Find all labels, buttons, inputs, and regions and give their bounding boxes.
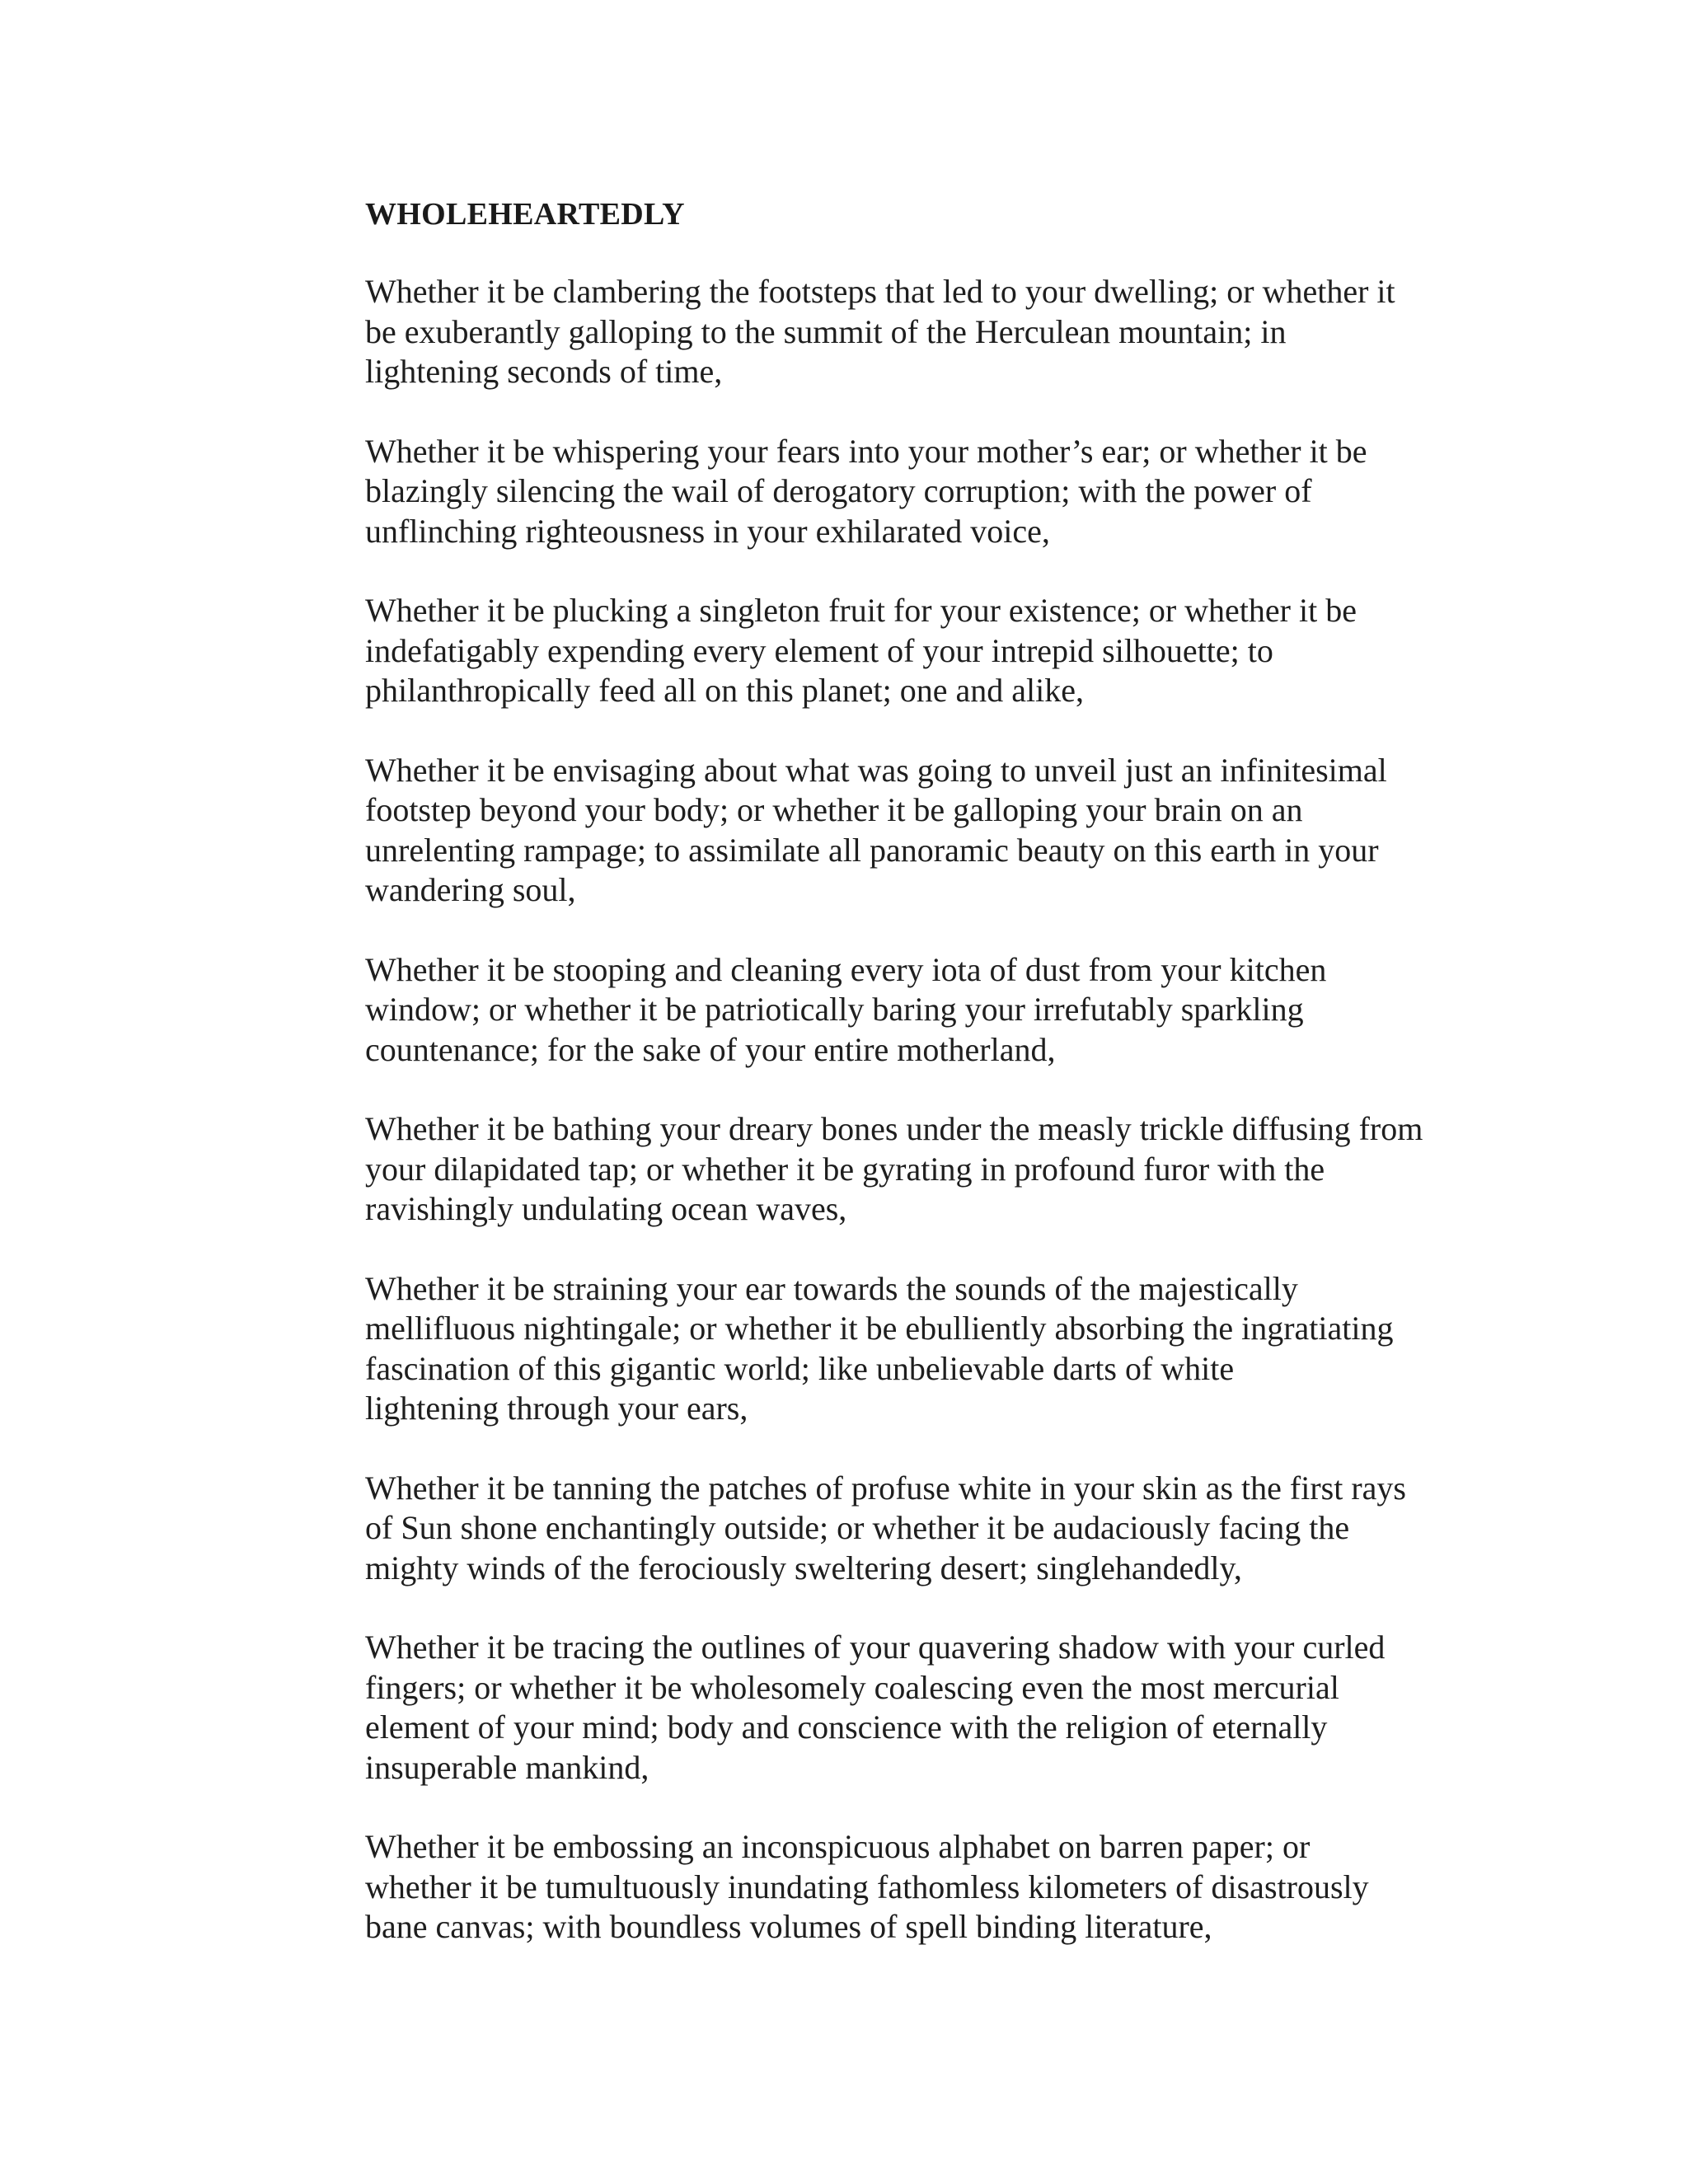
poem-line: be exuberantly galloping to the summit of the Herculean mountain; in <box>365 312 1287 350</box>
poem-line: Whether it be clambering the footsteps that led to your dwelling; or whether it <box>365 273 1395 310</box>
poem-line: lightening through your ears, <box>365 1390 748 1427</box>
poem-line: Whether it be plucking a singleton fruit for your existence; or whether it be <box>365 592 1357 629</box>
poem-line: philanthropically feed all on this planet; one and alike, <box>365 672 1084 709</box>
stanza <box>365 591 1536 711</box>
document-page <box>365 194 1536 1987</box>
poem-line: lightening seconds of time, <box>365 353 723 390</box>
poem-line: Whether it be bathing your dreary bones under the measly trickle diffusing from <box>365 1110 1423 1147</box>
poem-line: mighty winds of the ferociously sweltering desert; singlehandedly, <box>365 1549 1242 1586</box>
poem-line: indefatigably expending every element of your intrepid silhouette; to <box>365 631 1273 669</box>
poem-line: unflinching righteousness in your exhilarated voice, <box>365 512 1050 550</box>
poem-line: mellifluous nightingale; or whether it be ebulliently absorbing the ingratiating <box>365 1310 1394 1347</box>
poem-line: bane canvas; with boundless volumes of spell binding literature, <box>365 1908 1212 1945</box>
poem-line: Whether it be tracing the outlines of your quavering shadow with your curled <box>365 1629 1386 1666</box>
poem-line: fingers; or whether it be wholesomely coalescing even the most mercurial <box>365 1668 1339 1706</box>
poem-line: footstep beyond your body; or whether it be galloping your brain on an <box>365 791 1303 828</box>
poem-line: wandering soul, <box>365 871 576 908</box>
poem-line: unrelenting rampage; to assimilate all panoramic beauty on this earth in your <box>365 831 1379 869</box>
poem-line: your dilapidated tap; or whether it be gyrating in profound furor with the <box>365 1150 1325 1188</box>
poem-title: WHOLEHEARTEDLY <box>365 197 685 232</box>
poem-line: ravishingly undulating ocean waves, <box>365 1190 847 1227</box>
poem-line: Whether it be tanning the patches of profuse white in your skin as the first rays <box>365 1469 1406 1507</box>
stanza <box>365 1628 1536 1788</box>
poem-line: element of your mind; body and conscience with the religion of eternally <box>365 1708 1328 1746</box>
stanza <box>365 751 1536 911</box>
poem-line: Whether it be envisaging about what was going to unveil just an infinitesimal <box>365 751 1387 789</box>
stanza <box>365 1269 1536 1429</box>
poem-line: Whether it be stooping and cleaning every iota of dust from your kitchen <box>365 950 1327 988</box>
stanza <box>365 950 1536 1071</box>
stanza <box>365 432 1536 552</box>
poem-line: whether it be tumultuously inundating fathomless kilometers of disastrously <box>365 1868 1369 1905</box>
stanza <box>365 1109 1536 1230</box>
poem-line: blazingly silencing the wail of derogatory corruption; with the power of <box>365 472 1312 509</box>
stanza <box>365 272 1536 392</box>
poem-line: countenance; for the sake of your entire motherland, <box>365 1030 1056 1068</box>
poem-body <box>365 272 1536 1947</box>
stanza <box>365 1827 1536 1947</box>
poem-line: insuperable mankind, <box>365 1748 649 1786</box>
stanza <box>365 1469 1536 1589</box>
poem-line: window; or whether it be patriotically baring your irrefutably sparkling <box>365 991 1304 1028</box>
poem-line: of Sun shone enchantingly outside; or whether it be audaciously facing the <box>365 1509 1350 1546</box>
poem-line: fascination of this gigantic world; like unbelievable darts of white <box>365 1349 1235 1387</box>
poem-line: Whether it be whispering your fears into your mother’s ear; or whether it be <box>365 432 1367 470</box>
poem-line: Whether it be straining your ear towards the sounds of the majestically <box>365 1269 1298 1307</box>
poem-line: Whether it be embossing an inconspicuous alphabet on barren paper; or <box>365 1828 1311 1865</box>
